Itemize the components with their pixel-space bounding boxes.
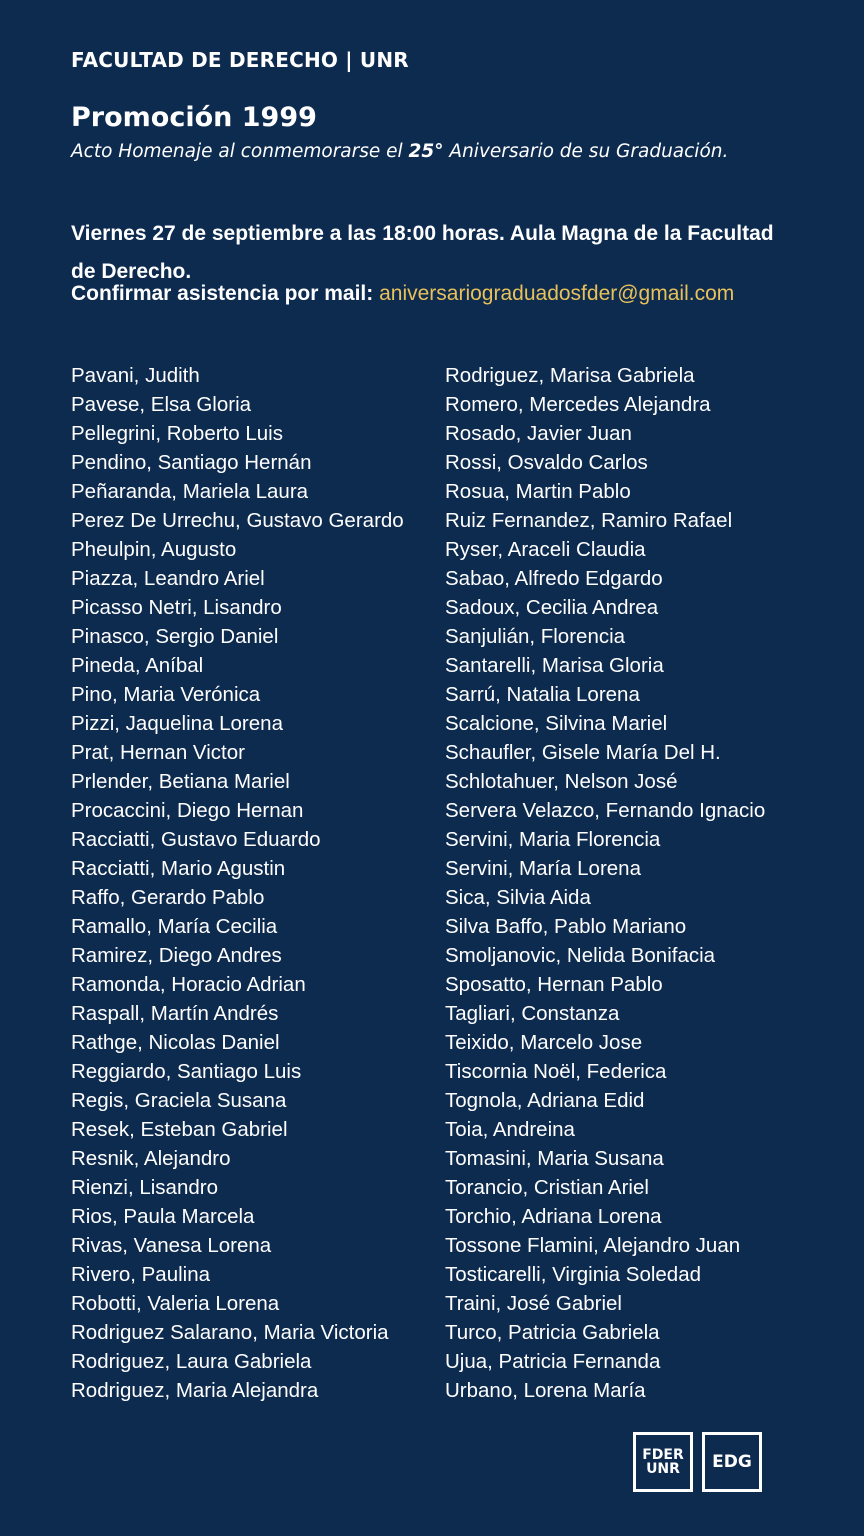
graduate-name: Reggiardo, Santiago Luis [71,1060,302,1083]
graduate-name: Rossi, Osvaldo Carlos [445,451,648,474]
graduate-name: Resek, Esteban Gabriel [71,1118,288,1141]
graduate-name: Sica, Silvia Aida [445,886,591,909]
graduate-name: Pheulpin, Augusto [71,538,237,561]
graduate-name: Torchio, Adriana Lorena [445,1205,662,1228]
graduate-name: Raffo, Gerardo Pablo [71,886,265,909]
graduate-name: Piazza, Leandro Ariel [71,567,265,590]
graduate-name: Tosticarelli, Virginia Soledad [445,1263,702,1286]
graduate-name: Regis, Graciela Susana [71,1089,287,1112]
graduate-name: Pavese, Elsa Gloria [71,393,252,416]
graduate-name: Prlender, Betiana Mariel [71,770,290,793]
footer-logos [633,1432,762,1492]
graduate-name: Santarelli, Marisa Gloria [445,654,664,677]
fder-logo-line2: UNR [646,1461,680,1477]
graduate-name: Schaufler, Gisele María Del H. [445,741,721,764]
graduate-name: Raspall, Martín Andrés [71,1002,279,1025]
graduate-name: Rienzi, Lisandro [71,1176,218,1199]
graduate-name: Rios, Paula Marcela [71,1205,255,1228]
rsvp-email-link[interactable]: aniversariograduadosfder@gmail.com [379,282,735,305]
graduate-name: Sanjulián, Florencia [445,625,626,648]
subtitle-suffix: Aniversario de su Graduación. [443,141,729,162]
graduate-name: Pineda, Aníbal [71,654,204,677]
fder-unr-logo [633,1432,693,1492]
graduate-name: Schlotahuer, Nelson José [445,770,678,793]
graduate-name: Sposatto, Hernan Pablo [445,973,663,996]
graduate-name: Procaccini, Diego Hernan [71,799,304,822]
graduate-name: Pendino, Santiago Hernán [71,451,312,474]
graduate-name: Ramallo, María Cecilia [71,915,278,938]
page-title: Promoción 1999 [71,102,317,133]
graduate-name: Ujua, Patricia Fernanda [445,1350,661,1373]
institution-header: FACULTAD DE DERECHO | UNR [71,48,409,72]
graduate-name: Romero, Mercedes Alejandra [445,393,711,416]
graduate-name: Servini, María Lorena [445,857,641,880]
graduate-name: Turco, Patricia Gabriela [445,1321,660,1344]
graduate-name: Tomasini, Maria Susana [445,1147,664,1170]
event-details: Viernes 27 de septiembre a las 18:00 horas. Aula Magna de la Facultad de Derecho. [71,222,774,283]
graduate-name: Sabao, Alfredo Edgardo [445,567,663,590]
graduate-name: Pavani, Judith [71,364,200,387]
graduate-name: Rosado, Javier Juan [445,422,632,445]
graduate-name: Rodriguez, Marisa Gabriela [445,364,695,387]
graduate-name: Sarrú, Natalia Lorena [445,683,640,706]
graduate-name: Rodriguez, Laura Gabriela [71,1350,312,1373]
graduates-list-right [445,362,765,1406]
graduate-name: Smoljanovic, Nelida Bonifacia [445,944,716,967]
graduate-name: Rivas, Vanesa Lorena [71,1234,272,1257]
graduate-name: Rathge, Nicolas Daniel [71,1031,280,1054]
graduate-name: Rosua, Martin Pablo [445,480,631,503]
graduate-name: Ruiz Fernandez, Ramiro Rafael [445,509,733,532]
graduate-name: Toia, Andreina [445,1118,575,1141]
subtitle [71,141,728,162]
graduate-name: Prat, Hernan Victor [71,741,245,764]
graduate-name: Silva Baffo, Pablo Mariano [445,915,687,938]
rsvp-label: Confirmar asistencia por mail: [71,282,380,305]
graduate-name: Peñaranda, Mariela Laura [71,480,309,503]
graduate-name: Rivero, Paulina [71,1263,211,1286]
graduate-name: Tiscornia Noël, Federica [445,1060,667,1083]
graduate-name: Resnik, Alejandro [71,1147,231,1170]
graduate-name: Ramirez, Diego Andres [71,944,282,967]
graduate-name: Traini, José Gabriel [445,1292,622,1315]
graduate-name: Scalcione, Silvina Mariel [445,712,668,735]
graduate-name: Ramonda, Horacio Adrian [71,973,306,996]
rsvp-line [71,282,734,306]
subtitle-emphasis: 25° [408,141,444,162]
graduate-name: Teixido, Marcelo Jose [445,1031,643,1054]
graduate-name: Robotti, Valeria Lorena [71,1292,280,1315]
graduate-name: Rodriguez Salarano, Maria Victoria [71,1321,389,1344]
graduate-name: Picasso Netri, Lisandro [71,596,282,619]
subtitle-prefix: Acto Homenaje al conmemorarse el [71,141,409,162]
graduate-name: Racciatti, Gustavo Eduardo [71,828,321,851]
edg-logo [702,1432,762,1492]
graduate-name: Sadoux, Cecilia Andrea [445,596,659,619]
graduate-name: Pellegrini, Roberto Luis [71,422,283,445]
graduate-name: Tossone Flamini, Alejandro Juan [445,1234,741,1257]
edg-logo-text: EDG [712,1452,752,1472]
fder-logo-line1: FDER [642,1447,684,1463]
graduate-name: Servera Velazco, Fernando Ignacio [445,799,766,822]
graduate-name: Racciatti, Mario Agustin [71,857,286,880]
graduates-list-left [71,362,404,1406]
graduate-name: Pizzi, Jaquelina Lorena [71,712,283,735]
graduate-name: Rodriguez, Maria Alejandra [71,1379,319,1402]
graduate-name: Ryser, Araceli Claudia [445,538,646,561]
graduate-name: Pinasco, Sergio Daniel [71,625,279,648]
graduate-name: Perez De Urrechu, Gustavo Gerardo [71,509,404,532]
graduate-name: Tagliari, Constanza [445,1002,620,1025]
graduate-name: Torancio, Cristian Ariel [445,1176,649,1199]
graduate-name: Urbano, Lorena María [445,1379,646,1402]
graduate-name: Pino, Maria Verónica [71,683,261,706]
graduate-name: Tognola, Adriana Edid [445,1089,645,1112]
graduate-name: Servini, Maria Florencia [445,828,661,851]
